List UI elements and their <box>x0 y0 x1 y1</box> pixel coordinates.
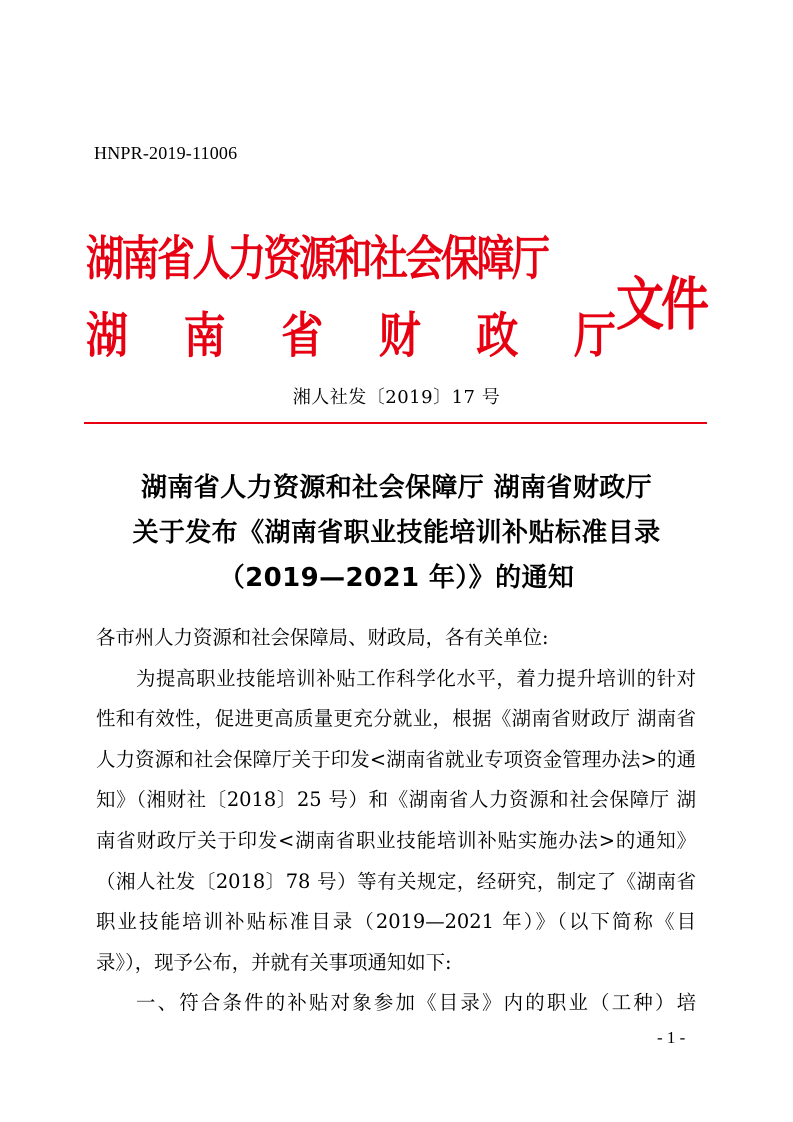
title-line: （2019—2021 年）》的通知 <box>218 563 575 593</box>
issuer-suffix: 文件 <box>616 271 707 339</box>
header-divider <box>84 422 707 424</box>
issuer-char: 财 <box>378 307 421 364</box>
issuer-name-hr-department: 湖南省人力资源和社会保障厅 <box>86 231 548 287</box>
issuer-header <box>86 218 726 368</box>
title-line: 湖南省人力资源和社会保障厅 湖南省财政厅 <box>140 473 653 503</box>
document-body <box>96 618 696 1024</box>
issuer-char: 厅 <box>573 307 616 364</box>
document-title <box>60 466 733 601</box>
document-id: HNPR-2019-11006 <box>94 143 238 163</box>
issuer-char: 省 <box>281 307 324 364</box>
page-number: - 1 - <box>657 1028 686 1047</box>
issuer-name-finance-department <box>86 298 616 367</box>
title-line: 关于发布《湖南省职业技能培训补贴标准目录 <box>132 518 661 548</box>
issuer-char: 政 <box>476 307 519 364</box>
document-number: 湘人社发〔2019〕17 号 <box>292 387 501 408</box>
salutation: 各市州人力资源和社会保障局、财政局，各有关单位: <box>96 626 549 649</box>
body-paragraph: 为提高职业技能培训补贴工作科学化水平，着力提升培训的针对性和有效性，促进更高质量更充分就业，根据《湖南省财政厅 湖南省人力资源和社会保障厅关于印发<湖南省就业专项资金管理办法>的通知》（湘财社〔2018〕25 号）和《湖南省人力资源和社会保障厅 湖南省财政厅关于印发<湖南省职业技能培训补贴实施办法>的通知》（湘人社发〔2018〕78 号）等有关规定，经研究，制定了《湖南省职业技能培训补贴标准目录（2019—2021 年）》（以下简称《目录》），现予公布，并就有关事项通知如下: <box>96 666 696 974</box>
issuer-char: 湖 <box>86 307 129 364</box>
body-paragraph: 一、符合条件的补贴对象参加《目录》内的职业（工种）培 <box>136 991 696 1015</box>
issuer-char: 南 <box>183 307 226 364</box>
